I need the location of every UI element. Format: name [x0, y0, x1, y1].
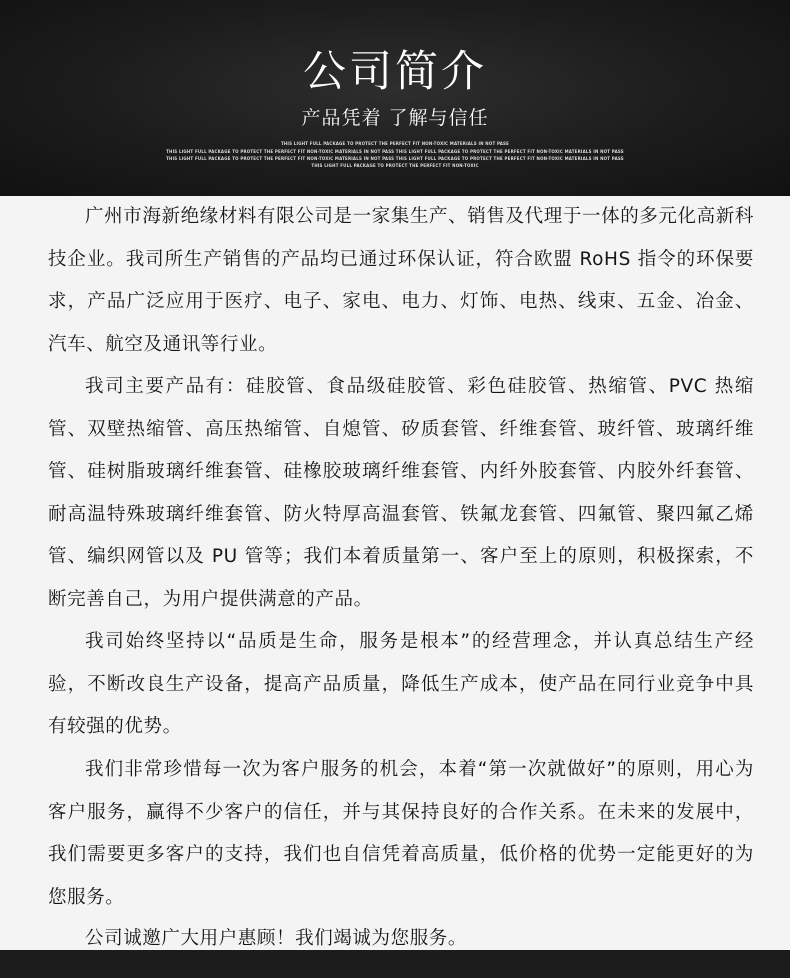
- service-paragraph: 我们非常珍惜每一次为客户服务的机会，本着“第一次就做好”的原则，用心为客户服务，赢得不少客户的信任，并与其保持良好的合作关系。在未来的发展中，我们需要更多客户的支持，我们也自信凭着高质量，低价格的优势一定能更好的为您服务。: [48, 759, 754, 908]
- footer-bar: [0, 950, 790, 978]
- page-title: 公司简介: [303, 47, 487, 97]
- philosophy-paragraph: 我司始终坚持以“品质是生命，服务是根本”的经营理念，并认真总结生产经验，不断改良生产设备，提高产品质量，降低生产成本，使产品在同行业竞争中具有较强的优势。: [48, 631, 754, 737]
- fine-print-line: THIS LIGHT FULL PACKAGE TO PROTECT THE PERFECT FIT NON-TOXIC MATERIALS IN NOT PASS: [280, 141, 510, 146]
- header-banner: [0, 0, 790, 196]
- products-paragraph: 我司主要产品有：硅胶管、食品级硅胶管、彩色硅胶管、热缩管、PVC 热缩管、双壁热缩管、高压热缩管、自熄管、矽质套管、纤维套管、玻纤管、玻璃纤维管、硅树脂玻璃纤维套管、硅橡胶玻璃纤维套管、内纤外胶套管、内胶外纤套管、耐高温特殊玻璃纤维套管、防火特厚高温套管、铁氟龙套管、四氟管、聚四氟乙烯管、编织网管以及 PU 管等；我们本着质量第一、客户至上的原则，积极探索，不断完善自己，为用户提供满意的产品。: [48, 376, 754, 610]
- fine-print-line: THIS LIGHT FULL PACKAGE TO PROTECT THE PERFECT FIT NON-TOXIC MATERIALS IN NOT PASS THIS LIGHT FULL PACKAGE TO PROTECT THE PERFECT FIT NON-TOXIC MATERIALS IN NOT PASS: [166, 149, 624, 154]
- company-intro-body: [0, 196, 790, 950]
- closing-paragraph: 公司诚邀广大用户惠顾！我们竭诚为您服务。: [85, 928, 468, 949]
- fine-print-line: THIS LIGHT FULL PACKAGE TO PROTECT THE PERFECT FIT NON-TOXIC: [311, 163, 479, 168]
- fine-print-line: THIS LIGHT FULL PACKAGE TO PROTECT THE PERFECT FIT NON-TOXIC MATERIALS IN NOT PASS THIS LIGHT FULL PACKAGE TO PROTECT THE PERFECT FIT NON-TOXIC MATERIALS IN NOT PASS: [166, 156, 624, 161]
- page-subtitle: 产品凭着 了解与信任: [301, 107, 489, 129]
- intro-paragraph: 广州市海新绝缘材料有限公司是一家集生产、销售及代理于一体的多元化高新科技企业。我司所生产销售的产品均已通过环保认证，符合欧盟 RoHS 指令的环保要求，产品广泛应用于医疗、电子、家电、电力、灯饰、电热、线束、五金、冶金、汽车、航空及通讯等行业。: [48, 206, 754, 355]
